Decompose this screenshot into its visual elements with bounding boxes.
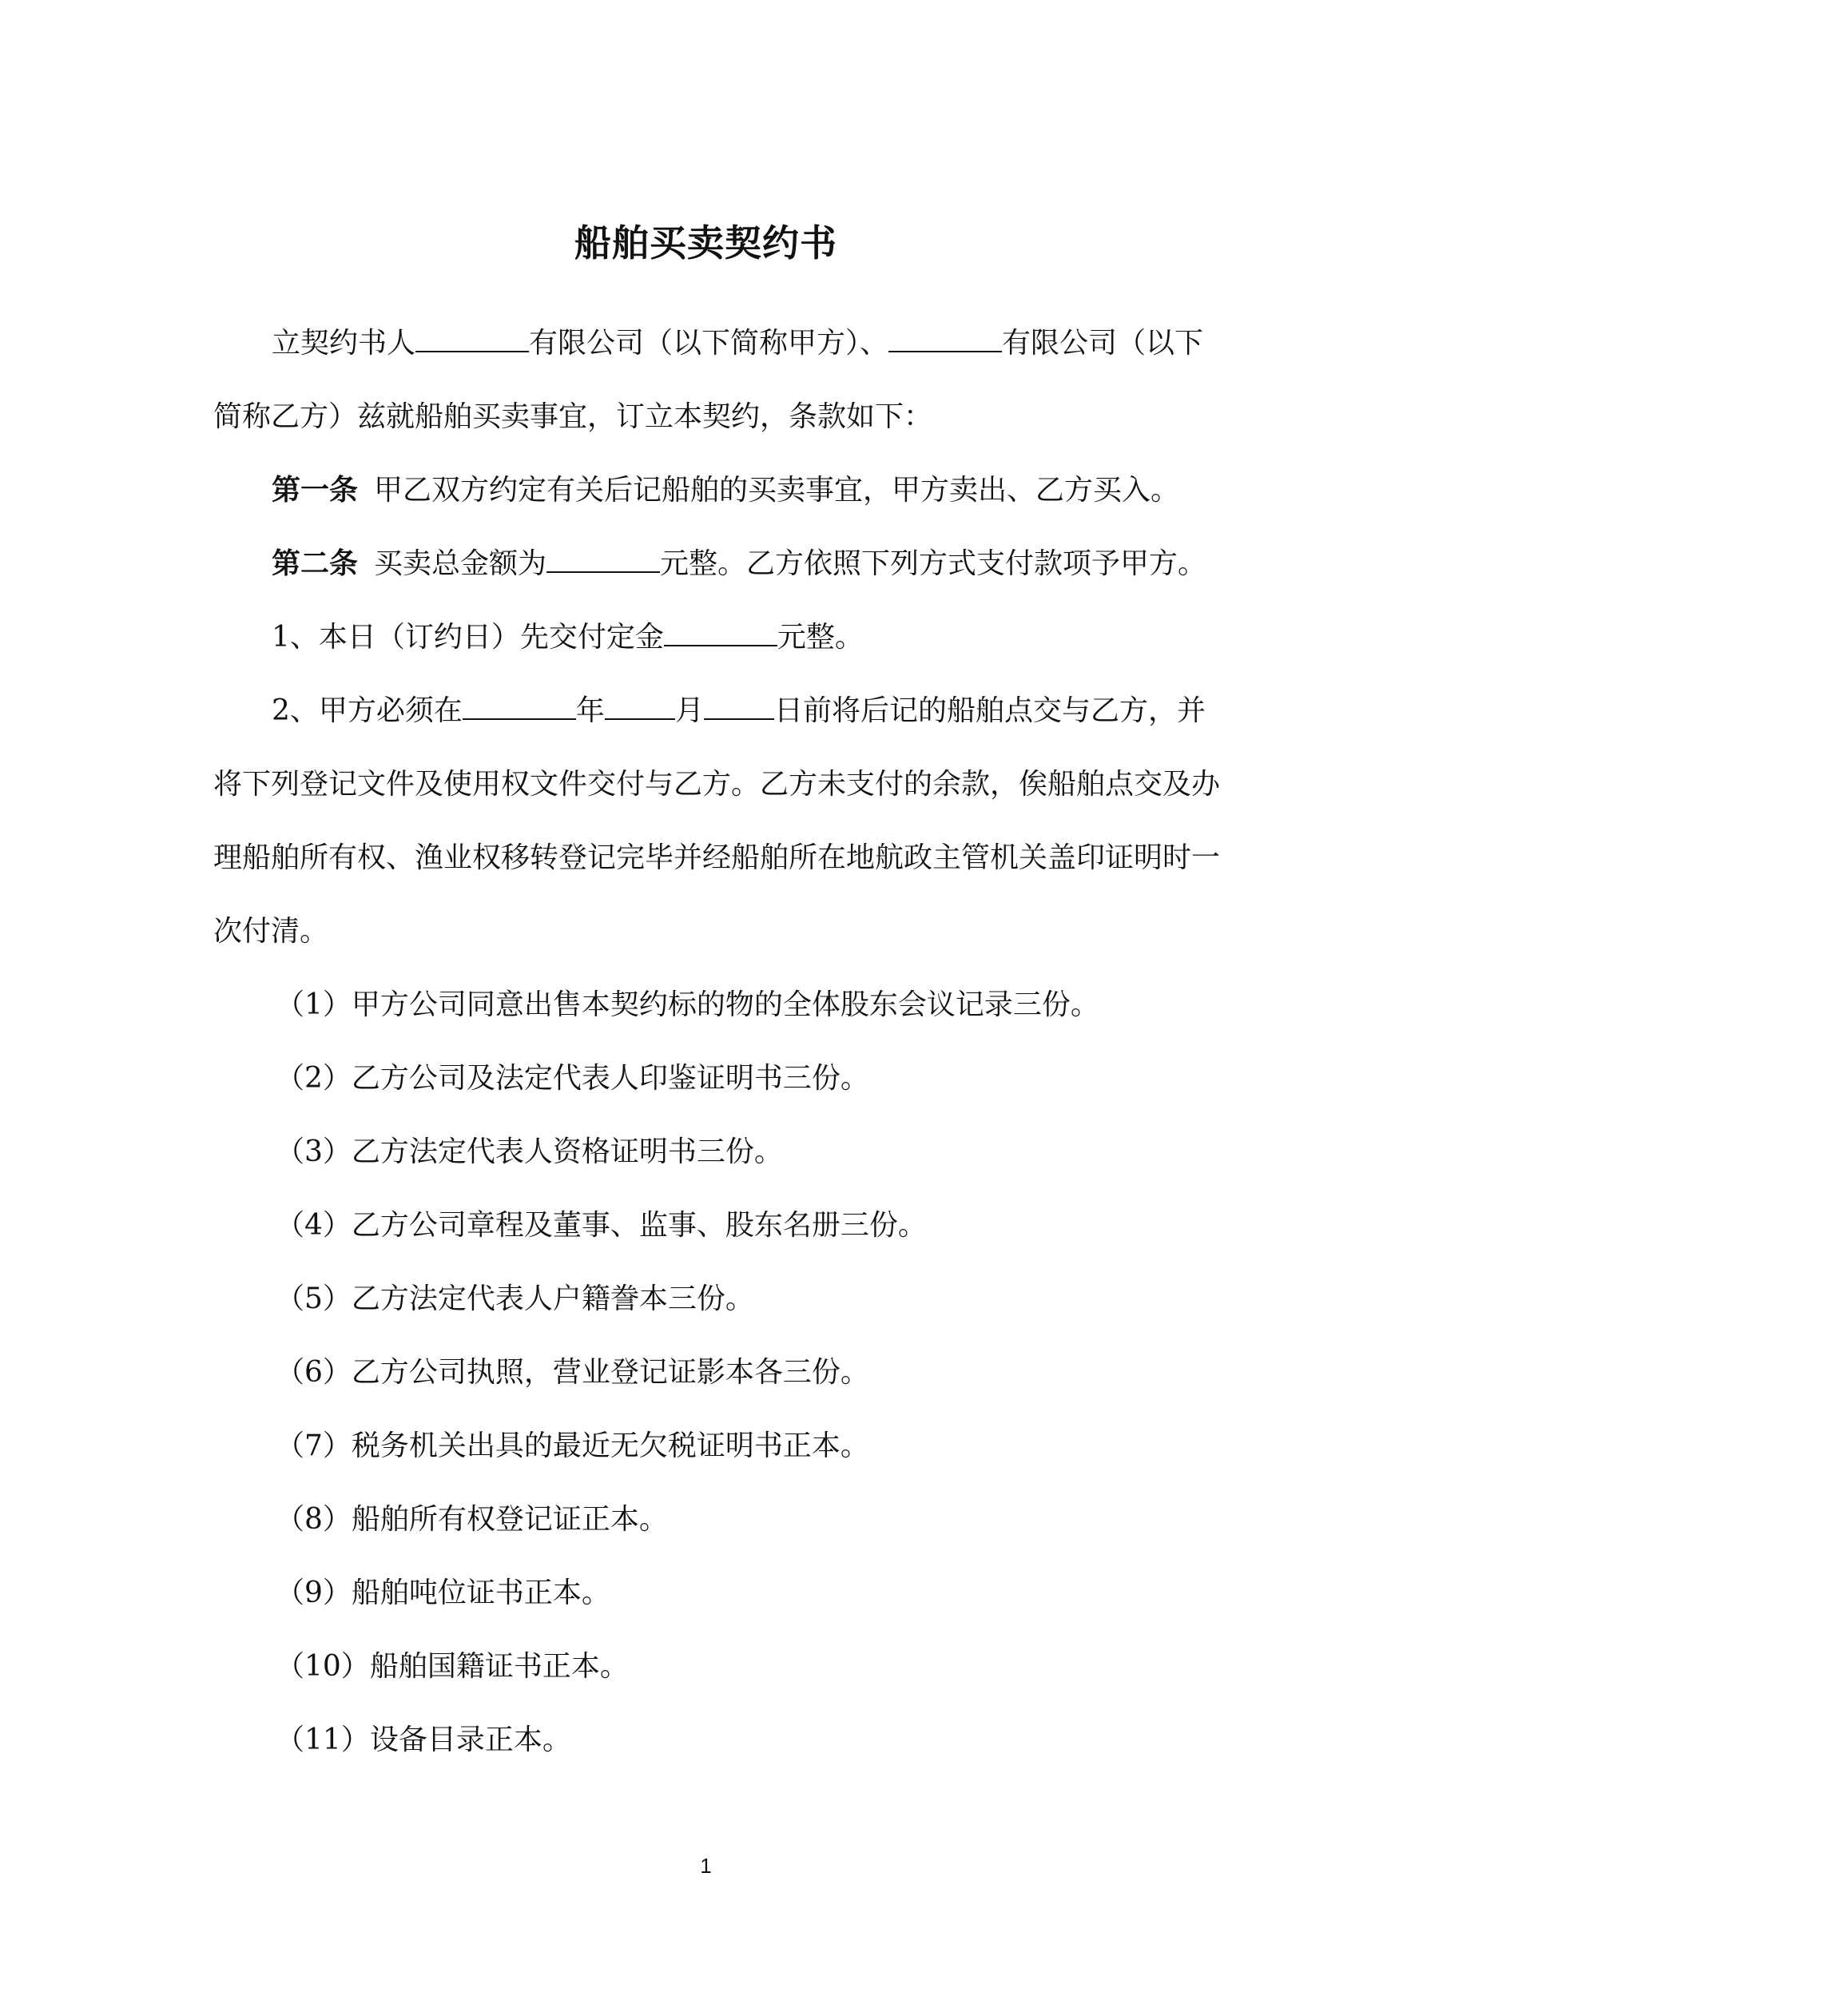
article-2-lead: 第二条 — [272, 547, 359, 580]
list-item-text: 船舶吨位证书正本。 — [351, 1577, 610, 1609]
intro-text-1: 立契约书人 — [272, 327, 416, 360]
list-item-text: 乙方法定代表人户籍誊本三份。 — [351, 1282, 754, 1315]
list-item-number: （9） — [276, 1577, 352, 1609]
list-item-text: 甲方公司同意出售本契约标的物的全体股东会议记录三份。 — [351, 988, 1099, 1021]
list-item — [276, 988, 1099, 1023]
list-item-number: （5） — [276, 1282, 352, 1315]
list-item-text: 乙方公司章程及董事、监事、股东名册三份。 — [351, 1209, 927, 1242]
article-1-text: 甲乙双方约定有关后记船舶的买卖事宜，甲方卖出、乙方买入。 — [374, 474, 1180, 507]
article-2 — [272, 547, 1206, 582]
list-item — [276, 1282, 754, 1317]
article-2-text-b: 元整。乙方依照下列方式支付款项予甲方。 — [660, 547, 1207, 580]
payment-item-2 — [272, 694, 1206, 729]
payment-item-1-text-b: 元整。 — [777, 621, 864, 654]
blank-day — [704, 694, 774, 720]
list-item-text: 乙方公司执照，营业登记证影本各三份。 — [351, 1356, 869, 1389]
list-item-text: 船舶所有权登记证正本。 — [351, 1503, 668, 1536]
payment-item-1-number: 1 — [272, 621, 290, 654]
list-item-text: 税务机关出具的最近无欠税证明书正本。 — [351, 1429, 869, 1462]
list-item-text: 乙方公司及法定代表人印鉴证明书三份。 — [351, 1062, 869, 1095]
list-item-number: （3） — [276, 1135, 352, 1168]
intro-text-3: 有限公司（以下 — [1002, 327, 1204, 360]
article-2-text-a: 买卖总金额为 — [374, 547, 547, 580]
blank-month — [605, 694, 675, 720]
payment-item-2-text-b: 年 — [575, 694, 605, 727]
list-item-text: 船舶国籍证书正本。 — [369, 1650, 629, 1683]
list-item-number: （8） — [276, 1503, 352, 1536]
payment-item-2-text-d: 日前将后记的船舶点交与乙方，并 — [773, 694, 1206, 727]
list-item-number: （7） — [276, 1429, 352, 1462]
document-title: 船舶买卖契约书 — [574, 221, 837, 264]
list-item-text: 设备目录正本。 — [369, 1724, 571, 1756]
blank-total-amount — [546, 547, 660, 573]
list-item — [276, 1355, 869, 1390]
payment-item-2-line-2: 将下列登记文件及使用权文件交付与乙方。乙方未支付的余款，俟船舶点交及办 — [213, 768, 1221, 801]
blank-party-b — [888, 327, 1002, 352]
payment-item-2-line-4: 次付清。 — [213, 915, 329, 948]
list-item — [276, 1429, 869, 1464]
list-item — [276, 1061, 869, 1096]
payment-item-2-text-c: 月 — [674, 694, 704, 727]
list-item — [276, 1649, 629, 1684]
payment-item-2-line-3: 理船舶所有权、渔业权移转登记完毕并经船舶所在地航政主管机关盖印证明时一 — [213, 841, 1221, 874]
list-item — [276, 1502, 668, 1537]
intro-line-1 — [272, 326, 1203, 361]
list-item — [276, 1135, 783, 1170]
list-item-number: （11） — [276, 1724, 370, 1756]
intro-line-2: 简称乙方）兹就船舶买卖事宜，订立本契约，条款如下： — [213, 400, 933, 433]
payment-item-2-text-a: 、甲方必须在 — [289, 694, 463, 727]
blank-deposit — [664, 621, 777, 646]
list-item-text: 乙方法定代表人资格证明书三份。 — [351, 1135, 783, 1168]
list-item — [276, 1576, 610, 1611]
intro-text-2: 有限公司（以下简称甲方）、 — [529, 327, 889, 360]
blank-year — [463, 694, 576, 720]
list-item-number: （4） — [276, 1209, 352, 1242]
payment-item-1-text-a: 、本日（订约日）先交付定金 — [289, 621, 664, 654]
list-item-number: （10） — [276, 1650, 370, 1683]
list-item — [276, 1723, 571, 1758]
list-item-number: （6） — [276, 1356, 352, 1389]
page-number: 1 — [700, 1854, 712, 1878]
article-1 — [272, 473, 1179, 508]
payment-item-2-number: 2 — [272, 694, 290, 727]
payment-item-1 — [272, 620, 864, 655]
blank-party-a — [415, 327, 529, 352]
list-item-number: （1） — [276, 988, 352, 1021]
list-item-number: （2） — [276, 1062, 352, 1095]
list-item — [276, 1208, 927, 1243]
article-1-lead: 第一条 — [272, 474, 359, 507]
